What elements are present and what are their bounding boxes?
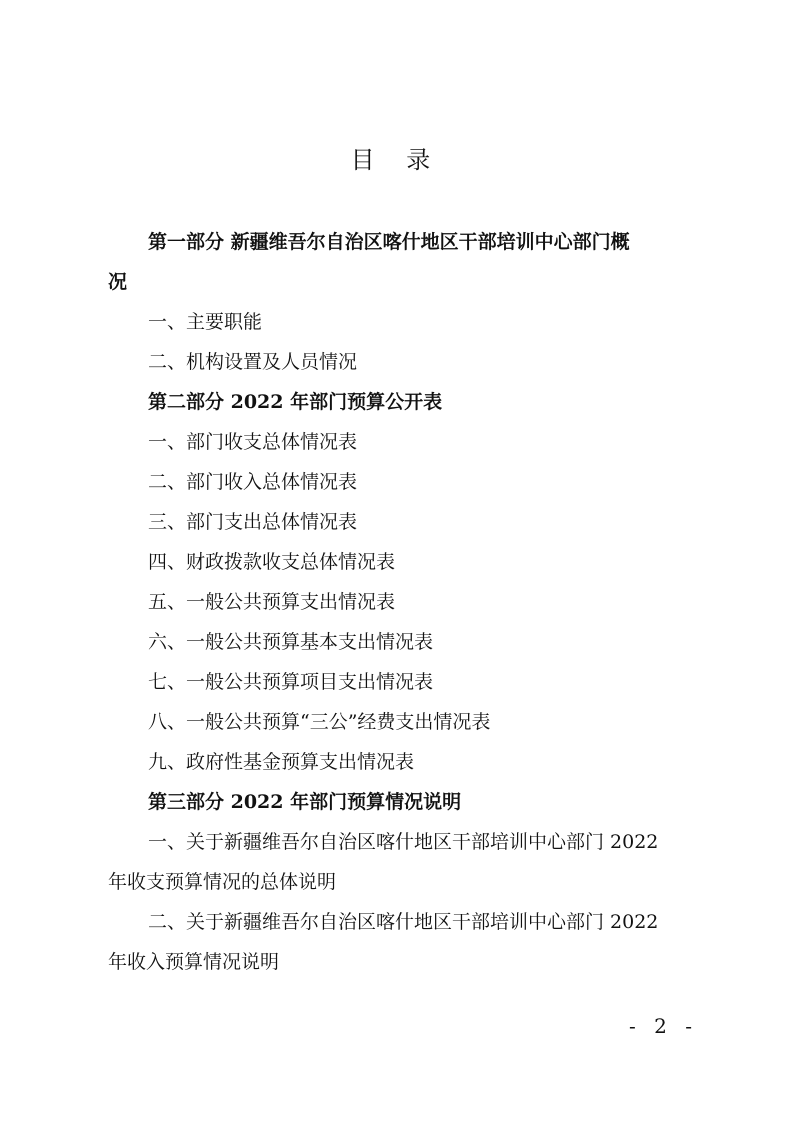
part1-heading-continued: 况 xyxy=(108,271,128,293)
toc-item: 二、部门收入总体情况表 xyxy=(148,471,358,493)
toc-item: 九、政府性基金预算支出情况表 xyxy=(148,751,415,773)
toc-item: 二、机构设置及人员情况 xyxy=(148,351,358,373)
toc-item: 六、一般公共预算基本支出情况表 xyxy=(148,631,434,653)
toc-item: 五、一般公共预算支出情况表 xyxy=(148,591,396,613)
part1-heading: 第一部分 新疆维吾尔自治区喀什地区干部培训中心部门概 xyxy=(148,231,630,253)
toc-item: 三、部门支出总体情况表 xyxy=(148,511,358,533)
toc-item: 七、一般公共预算项目支出情况表 xyxy=(148,671,434,693)
part3-heading: 第三部分 2022 年部门预算情况说明 xyxy=(148,791,462,813)
page-number: - 2 - xyxy=(629,1014,698,1038)
toc-item-continued: 年收入预算情况说明 xyxy=(108,951,280,973)
toc-item-continued: 年收支预算情况的总体说明 xyxy=(108,871,337,893)
toc-item: 一、部门收支总体情况表 xyxy=(148,431,358,453)
toc-item: 八、一般公共预算“三公”经费支出情况表 xyxy=(148,711,491,733)
toc-item: 一、关于新疆维吾尔自治区喀什地区干部培训中心部门 2022 xyxy=(148,831,659,853)
part2-heading: 第二部分 2022 年部门预算公开表 xyxy=(148,391,443,413)
toc-item: 二、关于新疆维吾尔自治区喀什地区干部培训中心部门 2022 xyxy=(148,911,659,933)
toc-title: 目 录 xyxy=(350,146,443,174)
toc-item: 一、主要职能 xyxy=(148,311,263,333)
toc-item: 四、财政拨款收支总体情况表 xyxy=(148,551,396,573)
